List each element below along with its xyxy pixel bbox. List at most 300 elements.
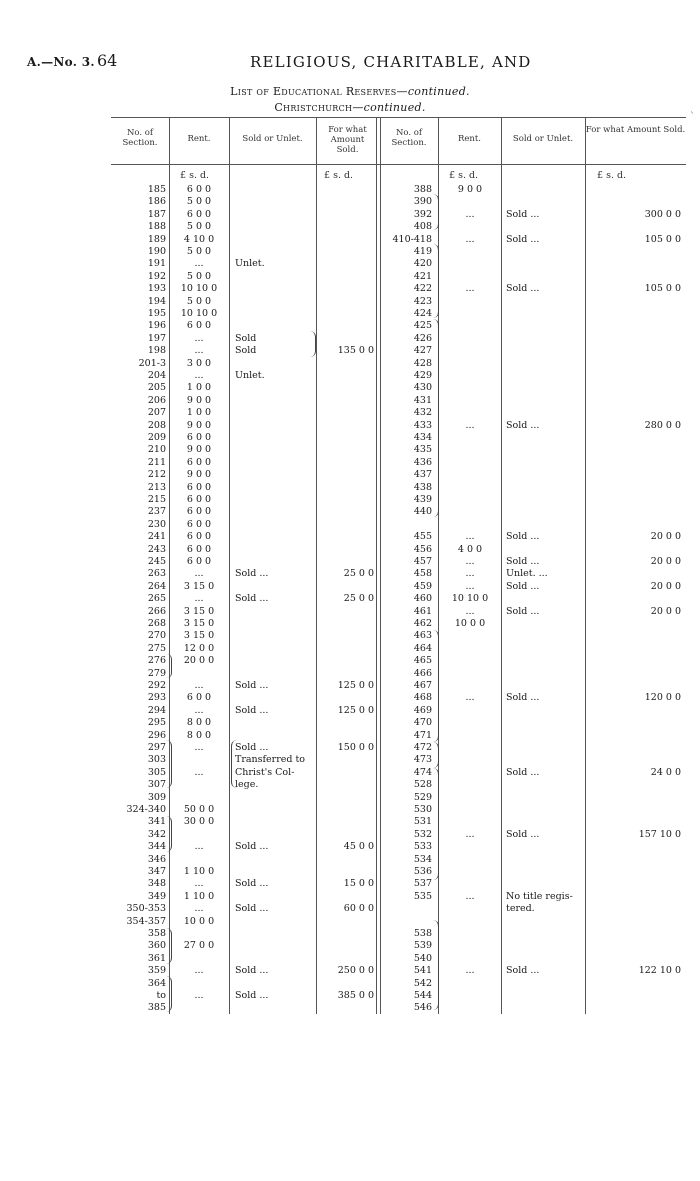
unit-label: £ s. d. [597, 170, 627, 181]
section-number-cell: 544 [413, 990, 432, 1001]
rent-cell: 6 0 0 [186, 692, 212, 704]
rent-cell: 6 0 0 [186, 518, 212, 530]
rent-cell: ... [465, 531, 475, 543]
rent-cell: ... [194, 841, 204, 853]
col-header-amount: For what Amount Sold. [328, 125, 367, 155]
rent-cell: 3 15 0 [183, 630, 215, 642]
status-cell: Sold ... [506, 531, 540, 543]
rent-cell: 12 0 0 [183, 642, 215, 654]
section-number-cell: 432 [413, 407, 432, 419]
document-reference: A.—No. 3. [27, 55, 95, 69]
rent-cell: 3 15 0 [183, 618, 215, 629]
status-cell: Sold ... [235, 841, 269, 853]
status-cell: Sold ... [506, 692, 540, 704]
section-number-cell: 197 [147, 332, 166, 344]
group-brace [433, 194, 439, 230]
rent-cell: 5 0 0 [186, 196, 212, 208]
section-number-cell: 531 [413, 816, 432, 828]
status-cell: Sold ... [506, 605, 540, 617]
section-number-cell: 439 [413, 494, 432, 505]
rent-cell: ... [194, 990, 204, 1001]
status-cell: Sold ... [235, 903, 269, 915]
rent-cell: 10 10 0 [451, 593, 489, 605]
rent-cell: 9 0 0 [457, 184, 483, 195]
col-header-section: No. of Section. [391, 128, 427, 148]
section-number-cell: 410-418 [392, 233, 432, 245]
section-number-cell: 467 [413, 680, 432, 691]
col-header-amount: For what Amount Sold. [585, 125, 686, 135]
status-cell: Unlet. ... [506, 568, 548, 580]
rent-cell: 10 0 0 [454, 618, 486, 629]
section-number-cell: 529 [413, 791, 432, 803]
section-number-cell: 305 [147, 766, 166, 778]
amount-cell: 135 0 0 [337, 345, 374, 357]
section-number-cell: 458 [413, 568, 432, 580]
section-number-cell: 462 [413, 618, 432, 629]
status-cell: Sold ... [506, 828, 540, 840]
amount-cell: 60 0 0 [343, 903, 374, 915]
rent-cell: 6 0 0 [186, 456, 212, 468]
rent-cell: 10 10 0 [180, 283, 218, 295]
section-number-cell: 434 [413, 432, 432, 443]
rent-cell: 1 10 0 [183, 866, 215, 877]
amount-cell: 250 0 0 [337, 965, 374, 977]
rent-cell: ... [194, 878, 204, 890]
amount-cell: 20 0 0 [650, 580, 681, 592]
group-brace [433, 630, 439, 742]
amount-cell: 45 0 0 [343, 841, 374, 853]
status-cell: Sold ... [235, 680, 269, 691]
section-number-cell: 472 [413, 742, 432, 753]
rent-cell: ... [194, 258, 204, 270]
status-cell: Sold ... [235, 568, 269, 580]
section-number-cell: 539 [413, 940, 432, 952]
rent-cell: 6 0 0 [186, 506, 212, 518]
rent-cell: ... [194, 568, 204, 580]
col-divider [376, 117, 377, 1014]
section-number-cell: 296 [147, 729, 166, 741]
section-number-cell: 208 [147, 419, 166, 431]
section-number-cell: 542 [413, 977, 432, 989]
section-number-cell: 187 [147, 208, 166, 220]
amount-cell: 25 0 0 [343, 568, 374, 580]
unit-label: £ s. d. [449, 170, 479, 181]
group-brace [433, 920, 439, 1010]
status-cell: Sold [235, 332, 257, 344]
section-number-cell: 192 [147, 270, 166, 282]
section-number-cell: 537 [413, 878, 432, 890]
rent-cell: 8 0 0 [186, 729, 212, 741]
section-number-cell: 429 [413, 370, 432, 381]
section-number-cell: 346 [147, 853, 166, 865]
section-number-cell: 424 [413, 308, 432, 319]
group-brace [433, 244, 439, 318]
rent-cell: 9 0 0 [186, 469, 212, 481]
status-cell: Sold ... [235, 593, 269, 605]
amount-cell: 15 0 0 [343, 878, 374, 890]
section-number-cell: 469 [413, 704, 432, 716]
group-brace [433, 319, 439, 517]
section-number-cell: 215 [147, 494, 166, 505]
amount-cell: 300 0 0 [644, 208, 681, 220]
section-number-cell: 342 [147, 828, 166, 840]
rent-cell: 3 15 0 [183, 580, 215, 592]
section-number-cell: 292 [147, 680, 166, 691]
section-number-cell: 546 [413, 1002, 432, 1014]
section-number-cell: to [156, 990, 166, 1001]
rent-cell: ... [465, 828, 475, 840]
section-number-cell: 263 [147, 568, 166, 580]
section-number-cell: 196 [147, 320, 166, 332]
rent-cell: 27 0 0 [183, 940, 215, 952]
rent-cell: ... [194, 370, 204, 381]
section-number-cell: 457 [413, 556, 432, 567]
rent-cell: 4 0 0 [457, 543, 483, 555]
amount-cell: 25 0 0 [343, 593, 374, 605]
rent-cell: ... [465, 605, 475, 617]
section-number-cell: 205 [147, 382, 166, 394]
rent-cell: 5 0 0 [186, 221, 212, 233]
col-divider [229, 117, 230, 1014]
section-number-cell: 426 [413, 332, 432, 344]
rent-cell: ... [465, 692, 475, 704]
rent-cell: 6 0 0 [186, 320, 212, 332]
rent-cell: 6 0 0 [186, 432, 212, 443]
rent-cell: ... [465, 965, 475, 977]
section-number-cell: 461 [413, 605, 432, 617]
status-cell: Sold ... [235, 742, 269, 753]
section-number-cell: 435 [413, 444, 432, 456]
status-cell: lege. [235, 779, 259, 791]
section-number-cell: 390 [413, 196, 432, 208]
section-number-cell: 349 [147, 890, 166, 902]
section-number-cell: 206 [147, 394, 166, 406]
section-number-cell: 195 [147, 308, 166, 319]
amount-cell: 105 0 0 [644, 233, 681, 245]
section-number-cell: 209 [147, 432, 166, 443]
section-number-cell: 541 [413, 965, 432, 977]
table-header-rule [111, 164, 686, 165]
section-number-cell: 364 [147, 977, 166, 989]
amount-cell: 20 0 0 [650, 605, 681, 617]
status-cell: Sold ... [506, 766, 540, 778]
col-header-section: No. of Section. [122, 128, 158, 148]
section-number-cell: 392 [413, 208, 432, 220]
section-number-cell: 438 [413, 481, 432, 493]
section-number-cell: 431 [413, 394, 432, 406]
section-number-cell: 243 [147, 543, 166, 555]
group-brace [433, 768, 439, 880]
list-subtitle-cont: —continued. [396, 85, 470, 98]
rent-cell: ... [194, 965, 204, 977]
section-number-cell: 230 [147, 518, 166, 530]
section-number-cell: 185 [147, 184, 166, 195]
section-number-cell: 470 [413, 717, 432, 729]
status-cell: Sold ... [506, 556, 540, 567]
section-number-cell: 294 [147, 704, 166, 716]
rent-cell: 3 0 0 [186, 357, 212, 369]
section-number-cell: 428 [413, 357, 432, 369]
amount-cell: 20 0 0 [650, 556, 681, 567]
rent-cell: ... [465, 890, 475, 902]
col-header-sold: Sold or Unlet. [512, 134, 574, 144]
section-number-cell: 385 [147, 1002, 166, 1014]
rent-cell: 6 0 0 [186, 208, 212, 220]
rent-cell: ... [194, 680, 204, 691]
status-cell: Sold ... [506, 419, 540, 431]
page-number: 64 [97, 51, 118, 70]
section-number-cell: 194 [147, 295, 166, 307]
unit-label: £ s. d. [324, 170, 354, 181]
group-brace [310, 331, 316, 357]
section-number-cell: 207 [147, 407, 166, 419]
amount-cell: 157 10 0 [638, 828, 681, 840]
status-cell: Sold ... [506, 580, 540, 592]
section-number-cell: 422 [413, 283, 432, 295]
col-header-rent: Rent. [187, 134, 211, 144]
rent-cell: 30 0 0 [183, 816, 215, 828]
section-number-cell: 463 [413, 630, 432, 642]
rent-cell: ... [194, 704, 204, 716]
section-number-cell: 528 [413, 779, 432, 791]
group-brace [433, 742, 439, 768]
rent-cell: 6 0 0 [186, 531, 212, 543]
status-cell: Sold ... [506, 965, 540, 977]
rent-cell: ... [194, 903, 204, 915]
section-number-cell: 440 [413, 506, 432, 518]
section-number-cell: 350-353 [126, 903, 166, 915]
rent-cell: ... [465, 283, 475, 295]
rent-cell: 1 10 0 [183, 890, 215, 902]
section-number-cell: 459 [413, 580, 432, 592]
section-number-cell: 423 [413, 295, 432, 307]
rent-cell: ... [194, 742, 204, 753]
section-number-cell: 360 [147, 940, 166, 952]
rent-cell: ... [465, 556, 475, 567]
section-number-cell: 279 [147, 667, 166, 679]
section-number-cell: 201-3 [138, 357, 166, 369]
rent-cell: 9 0 0 [186, 444, 212, 456]
section-number-cell: 533 [413, 841, 432, 853]
table-top-rule [111, 117, 686, 118]
amount-cell: 150 0 0 [337, 742, 374, 753]
section-number-cell: 465 [413, 655, 432, 667]
section-number-cell: 344 [147, 841, 166, 853]
amount-cell: 125 0 0 [337, 680, 374, 691]
rent-cell: 9 0 0 [186, 419, 212, 431]
rent-cell: ... [194, 766, 204, 778]
district-subtitle-main: Christchurch [274, 101, 353, 114]
section-number-cell: 474 [413, 766, 432, 778]
section-number-cell: 297 [147, 742, 166, 753]
section-number-cell: 198 [147, 345, 166, 357]
section-number-cell: 532 [413, 828, 432, 840]
group-brace [166, 816, 172, 852]
section-number-cell: 468 [413, 692, 432, 704]
status-cell: Christ's Col- [235, 766, 295, 778]
rent-cell: 6 0 0 [186, 481, 212, 493]
rent-cell: 6 0 0 [186, 494, 212, 505]
section-number-cell: 464 [413, 642, 432, 654]
section-number-cell: 264 [147, 580, 166, 592]
section-number-cell: 309 [147, 791, 166, 803]
group-brace [166, 976, 172, 1012]
section-number-cell: 530 [413, 804, 432, 815]
group-brace [167, 654, 172, 678]
status-cell: Unlet. [235, 370, 265, 381]
section-number-cell: 361 [147, 952, 166, 964]
rent-cell: 10 0 0 [183, 915, 215, 927]
section-number-cell: 419 [413, 246, 432, 257]
group-brace [166, 928, 172, 964]
section-number-cell: 237 [147, 506, 166, 518]
section-number-cell: 188 [147, 221, 166, 233]
section-number-cell: 460 [413, 593, 432, 605]
col-header-sold: Sold or Unlet. [242, 134, 303, 144]
section-number-cell: 307 [147, 779, 166, 791]
status-cell: Sold [235, 345, 257, 357]
section-number-cell: 466 [413, 667, 432, 679]
section-number-cell: 268 [147, 618, 166, 629]
rent-cell: 6 0 0 [186, 543, 212, 555]
section-number-cell: 388 [413, 184, 432, 195]
section-number-cell: 473 [413, 754, 432, 766]
rent-cell: 5 0 0 [186, 270, 212, 282]
section-number-cell: 359 [147, 965, 166, 977]
section-number-cell: 455 [413, 531, 432, 543]
amount-cell: 20 0 0 [650, 531, 681, 543]
section-number-cell: 430 [413, 382, 432, 394]
rent-cell: 20 0 0 [183, 655, 215, 667]
rent-cell: 5 0 0 [186, 246, 212, 257]
section-number-cell: 341 [147, 816, 166, 828]
district-subtitle-cont: —continued. [352, 101, 426, 114]
amount-cell: 24 0 0 [650, 766, 681, 778]
amount-cell: 280 0 0 [644, 419, 681, 431]
group-brace [231, 740, 237, 788]
rent-cell: ... [194, 345, 204, 357]
section-number-cell: 534 [413, 853, 432, 865]
rent-cell: 3 15 0 [183, 605, 215, 617]
section-number-cell: 433 [413, 419, 432, 431]
rent-cell: ... [465, 419, 475, 431]
amount-cell: 385 0 0 [337, 990, 374, 1001]
section-number-cell: 456 [413, 543, 432, 555]
section-number-cell: 348 [147, 878, 166, 890]
section-number-cell: 427 [413, 345, 432, 357]
rent-cell: 9 0 0 [186, 394, 212, 406]
section-number-cell: 190 [147, 246, 166, 257]
section-number-cell: 437 [413, 469, 432, 481]
list-subtitle-main: List of Educational Reserves [230, 85, 397, 98]
section-number-cell: 408 [413, 221, 432, 233]
section-number-cell: 265 [147, 593, 166, 605]
section-number-cell: 295 [147, 717, 166, 729]
section-number-cell: 324-340 [126, 804, 166, 815]
section-number-cell: 303 [147, 754, 166, 766]
section-number-cell: 347 [147, 866, 166, 877]
section-number-cell: 471 [413, 729, 432, 741]
status-cell: Sold ... [506, 208, 540, 220]
group-brace [166, 740, 172, 788]
amount-cell: 120 0 0 [644, 692, 681, 704]
section-number-cell: 270 [147, 630, 166, 642]
section-number-cell: 276 [147, 655, 166, 667]
stray-mark: ` [690, 112, 695, 123]
status-cell: Sold ... [235, 990, 269, 1001]
rent-cell: 5 0 0 [186, 295, 212, 307]
status-cell: Sold ... [235, 704, 269, 716]
rent-cell: ... [194, 332, 204, 344]
rent-cell: 50 0 0 [183, 804, 215, 815]
section-number-cell: 275 [147, 642, 166, 654]
section-number-cell: 421 [413, 270, 432, 282]
status-cell: Sold ... [506, 283, 540, 295]
section-number-cell: 204 [147, 370, 166, 381]
section-number-cell: 191 [147, 258, 166, 270]
rent-cell: 1 0 0 [186, 382, 212, 394]
section-number-cell: 436 [413, 456, 432, 468]
col-divider [501, 117, 502, 1014]
section-number-cell: 212 [147, 469, 166, 481]
section-number-cell: 420 [413, 258, 432, 270]
section-number-cell: 211 [147, 456, 166, 468]
col-header-rent: Rent. [457, 134, 482, 144]
status-cell: Sold ... [235, 878, 269, 890]
rent-cell: ... [465, 233, 475, 245]
rent-cell: 1 0 0 [186, 407, 212, 419]
section-number-cell: 538 [413, 928, 432, 939]
amount-cell: 105 0 0 [644, 283, 681, 295]
section-number-cell: 213 [147, 481, 166, 493]
section-number-cell: 186 [147, 196, 166, 208]
section-number-cell: 535 [413, 890, 432, 902]
rent-cell: 4 10 0 [183, 233, 215, 245]
rent-cell: ... [465, 208, 475, 220]
section-number-cell: 266 [147, 605, 166, 617]
section-number-cell: 425 [413, 320, 432, 332]
section-number-cell: 540 [413, 952, 432, 964]
rent-cell: 8 0 0 [186, 717, 212, 729]
col-divider [316, 117, 317, 1014]
section-number-cell: 358 [147, 928, 166, 939]
rent-cell: ... [465, 580, 475, 592]
status-cell: No title regis- [506, 890, 573, 902]
status-cell: Unlet. [235, 258, 265, 270]
section-number-cell: 193 [147, 283, 166, 295]
status-cell: Sold ... [506, 233, 540, 245]
section-number-cell: 293 [147, 692, 166, 704]
amount-cell: 122 10 0 [638, 965, 681, 977]
status-cell: Sold ... [235, 965, 269, 977]
rent-cell: ... [465, 568, 475, 580]
unit-label: £ s. d. [180, 170, 210, 181]
status-cell: Transferred to [235, 754, 306, 766]
section-number-cell: 189 [147, 233, 166, 245]
section-number-cell: 354-357 [126, 915, 166, 927]
rent-cell: 10 10 0 [180, 308, 218, 319]
amount-cell: 125 0 0 [337, 704, 374, 716]
status-cell: tered. [506, 903, 535, 915]
section-number-cell: 536 [413, 866, 432, 877]
rent-cell: 6 0 0 [186, 184, 212, 195]
rent-cell: ... [194, 593, 204, 605]
section-number-cell: 210 [147, 444, 166, 456]
rent-cell: 6 0 0 [186, 556, 212, 567]
section-number-cell: 245 [147, 556, 166, 567]
section-number-cell: 241 [147, 531, 166, 543]
page-title: RELIGIOUS, CHARITABLE, AND [250, 53, 532, 71]
